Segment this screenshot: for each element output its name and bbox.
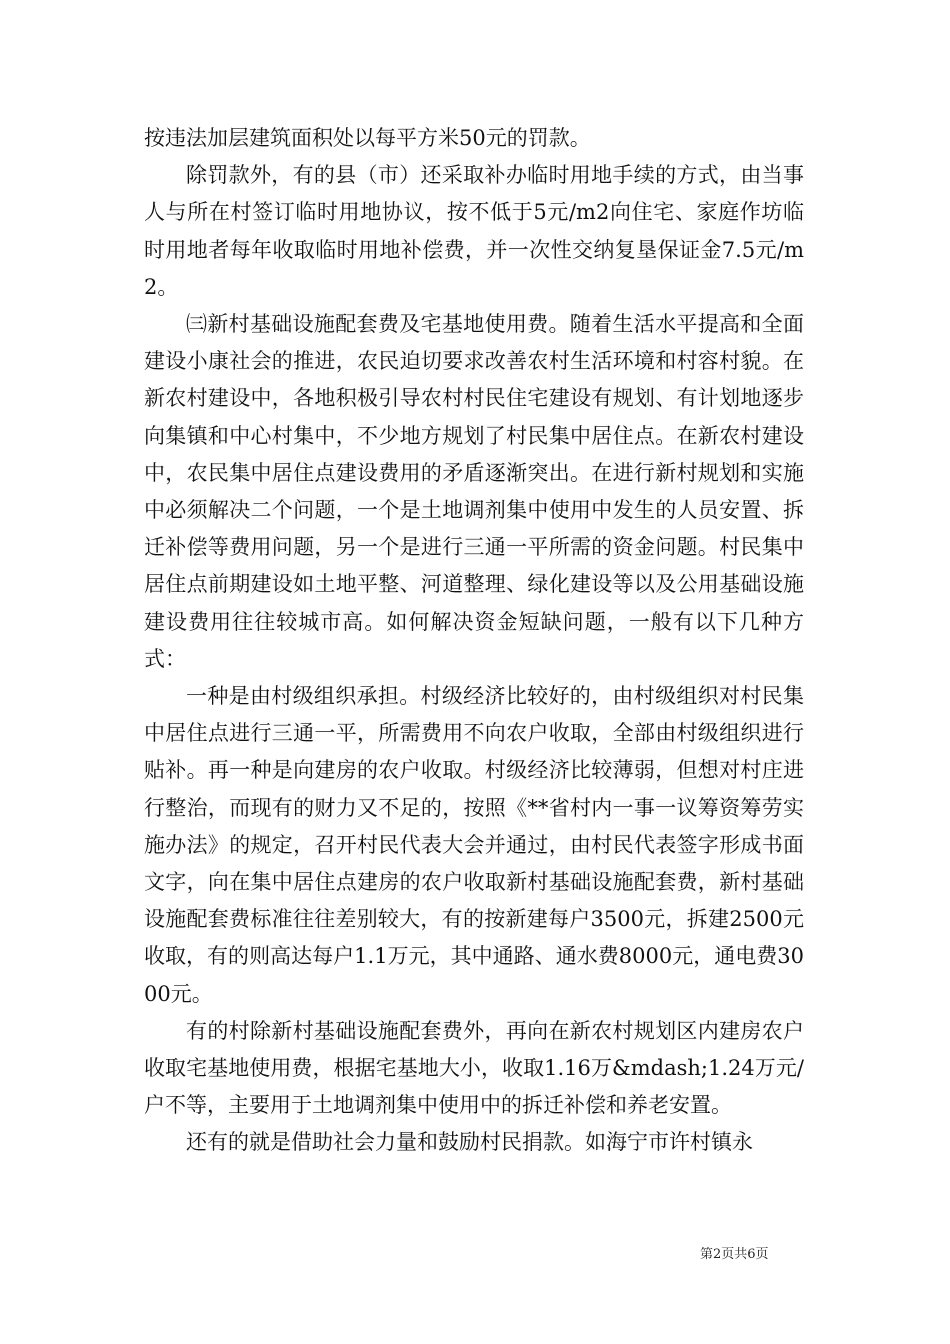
paragraph-2: 除罚款外，有的县（市）还采取补办临时用地手续的方式，由当事人与所在村签订临时用地协议，按不低于5元/m2向住宅、家庭作坊临时用地者每年收取临时用地补偿费，并一次性交纳复垦保证金7.5元/m2。 <box>144 163 804 299</box>
paragraph-5: 有的村除新村基础设施配套费外，再向在新农村规划区内建房农户收取宅基地使用费，根据宅基地大小，收取1.16万&mdash;1.24万元/户不等，主要用于土地调剂集中使用中的拆迁补偿和养老安置。 <box>144 1018 804 1118</box>
paragraph-6: 还有的就是借助社会力量和鼓励村民捐款。如海宁市许村镇永 <box>186 1130 753 1155</box>
paragraph-4: 一种是由村级组织承担。村级经济比较好的，由村级组织对村民集中居住点进行三通一平，所需费用不向农户收取，全部由村级组织进行贴补。再一种是向建房的农户收取。村级经济比较薄弱，但想对村庄进行整治，而现有的财力又不足的，按照《**省村内一事一议筹资筹劳实施办法》的规定，召开村民代表大会并通过，由村民代表签字形成书面文字，向在集中居住点建房的农户收取新村基础设施配套费，新村基础设施配套费标准往往差别较大，有的按新建每户3500元，拆建2500元收取，有的则高达每户1.1万元，其中通路、通水费8000元，通电费3000元。 <box>144 684 804 1006</box>
paragraph-1: 按违法加层建筑面积处以每平方米50元的罚款。 <box>144 126 591 150</box>
page-number-footer: 第2页共6页 <box>700 1247 769 1262</box>
paragraph-3: ㈢新村基础设施配套费及宅基地使用费。随着生活水平提高和全面建设小康社会的推进，农民迫切要求改善农村生活环境和村容村貌。在新农村建设中，各地积极引导农村村民住宅建设有规划、有计划地逐步向集镇和中心村集中，不少地方规划了村民集中居住点。在新农村建设中，农民集中居住点建设费用的矛盾逐渐突出。在进行新村规划和实施中必须解决二个问题，一个是土地调剂集中使用中发生的人员安置、拆迁补偿等费用问题，另一个是进行三通一平所需的资金问题。村民集中居住点前期建设如土地平整、河道整理、绿化建设等以及公用基础设施建设费用往往较城市高。如何解决资金短缺问题，一般有以下几种方式： <box>144 312 804 671</box>
document-body <box>144 120 804 1162</box>
